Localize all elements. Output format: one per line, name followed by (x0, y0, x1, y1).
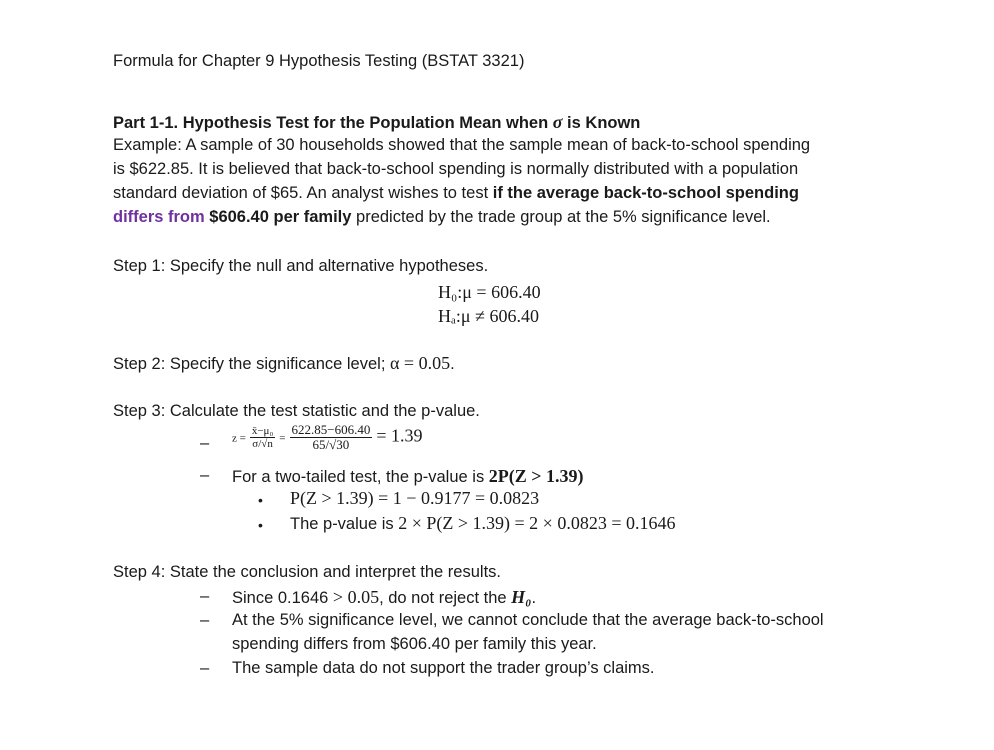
conclusion-2-line-2: spending differs from $606.40 per family this year. (232, 635, 597, 653)
example-line-3: standard deviation of $65. An analyst wishes to test if the average back-to-school spending (113, 184, 799, 202)
conclusion-1: Since 0.1646 > 0.05, do not reject the H₀. (232, 587, 537, 607)
step3-label: Step 3: Calculate the test statistic and the p-value. (113, 402, 480, 420)
conclusion-3: The sample data do not support the trader group’s claims. (232, 659, 655, 677)
dash-bullet: – (200, 659, 210, 677)
dash-bullet: – (200, 611, 210, 629)
step2-label: Step 2: Specify the significance level; α = 0.05. (113, 353, 455, 373)
test-statistic-formula: z = $\frac{\text{x̄−μ₀}}{\sigma/√n}$ = $\frac{622.85-606.40}{65/√30}$ = 1.39 (232, 422, 423, 453)
null-hypothesis: H₀:μ = 606.40 (438, 282, 541, 302)
probability-calc: P(Z > 1.39) = 1 − 0.9177 = 0.0823 (290, 488, 540, 508)
dash-bullet: – (200, 587, 210, 605)
dot-bullet: • (258, 492, 263, 508)
two-tailed-pvalue: For a two-tailed test, the p-value is 2P(Z > 1.39) (232, 466, 584, 486)
pvalue-result: The p-value is 2 × P(Z > 1.39) = 2 × 0.0823 = 0.1646 (290, 513, 676, 533)
alternative-hypothesis: Hₐ:μ ≠ 606.40 (438, 306, 539, 326)
document-title: Formula for Chapter 9 Hypothesis Testing (BSTAT 3321) (113, 52, 525, 70)
example-line-2: is $622.85. It is believed that back-to-school spending is normally distributed with a population (113, 160, 799, 178)
dot-bullet: • (258, 517, 263, 533)
conclusion-2-line-1: At the 5% significance level, we cannot conclude that the average back-to-school (232, 611, 824, 629)
dash-bullet: – (200, 466, 210, 484)
example-line-4: differs from $606.40 per family predicted by the trade group at the 5% significance level. (113, 208, 771, 226)
dash-bullet: – (200, 434, 210, 452)
example-line-1: Example: A sample of 30 households showed that the sample mean of back-to-school spending (113, 136, 811, 154)
part-heading: Part 1-1. Hypothesis Test for the Population Mean when σ is Known (113, 112, 641, 132)
step4-label: Step 4: State the conclusion and interpret the results. (113, 563, 501, 581)
step1-label: Step 1: Specify the null and alternative hypotheses. (113, 257, 489, 275)
